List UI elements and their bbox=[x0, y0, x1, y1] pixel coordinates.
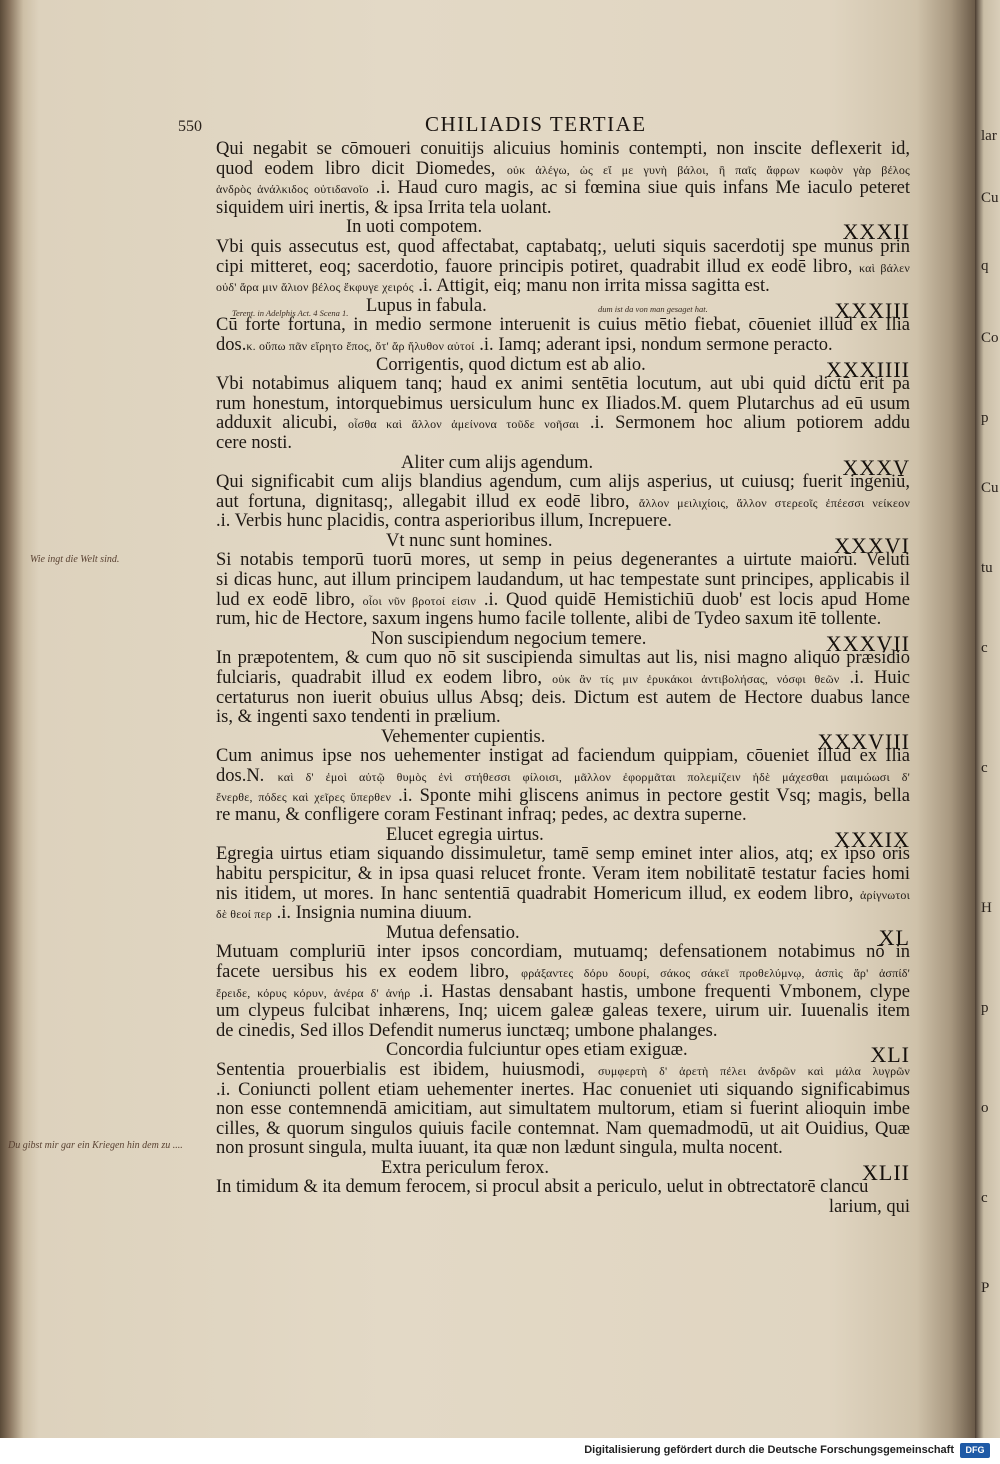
text-line: Qui significabit cum alijs blandius agendum, cum alijs asperius, ut cuiusq; fuerit ingeniū, bbox=[216, 473, 910, 493]
adage-number: XXXIII bbox=[834, 297, 910, 323]
text-line: is, & ingenti saxo tendenti in prælium. bbox=[216, 708, 501, 728]
text-line: cilles, & quorum singulos quiuis facile contemnat. Nam quemadmodū, ut ait Ouidius, Quæ bbox=[216, 1119, 910, 1139]
handwritten-margin-note: Du gibst mir gar ein Kriegen hin dem zu .... bbox=[8, 1140, 183, 1151]
facing-page-fragment: c bbox=[981, 760, 988, 776]
text-line: Qui negabit se cōmoueri conuitijs alicuius hominis contempti, non inscite deflexerit id, bbox=[216, 140, 910, 159]
facing-page-fragment: p bbox=[981, 410, 989, 426]
facing-page-fragment: tu bbox=[981, 560, 993, 576]
facing-page-fragment: Cu bbox=[981, 190, 999, 206]
section-heading-row bbox=[216, 452, 910, 480]
footer-bar bbox=[0, 1438, 1000, 1464]
section-heading-row bbox=[216, 530, 910, 558]
text-line: οὐδ' ἄρα μιν ἅλιον βέλος ἔκφυγε χειρός .i. Attigit, eiq; manu non irrita missa sagitta est. bbox=[216, 277, 770, 297]
adage-number: XL bbox=[878, 924, 910, 950]
text-line: rum, hic de Hectore, saxum ingens humo facile tollente, alibi de Tydeo saxum itē tollente. bbox=[216, 610, 882, 630]
section-heading: Concordia fulciuntur opes etiam exiguæ. bbox=[386, 1040, 688, 1061]
facing-page-fragment: o bbox=[981, 1100, 989, 1116]
adage-number: XXXVIII bbox=[817, 728, 910, 754]
facing-page-fragment: p bbox=[981, 1000, 989, 1016]
text-line: cere nosti. bbox=[216, 433, 293, 453]
section-heading-row bbox=[216, 824, 910, 852]
facing-page-fragment: c bbox=[981, 1190, 988, 1206]
handwritten-margin-note: Wie ingt die Welt sind. bbox=[30, 554, 120, 565]
page-header bbox=[0, 112, 975, 142]
text-line: aut fortuna, dignitasq;, allegabit illud ex eodē libro, ἄλλον μειλιχίοις, ἄλλον στερεοῖς ἐπέεσσι νείκεον bbox=[216, 492, 910, 512]
text-line: um clypeus fulcibat inhærens, Inq; uicem galeæ galeas texere, uirum uir. Iuuenalis item bbox=[216, 1002, 910, 1022]
text-line: Mutuam compluriū inter ipsos concordiam, mutuamq; defensationem notabimus nō in bbox=[216, 943, 910, 963]
text-line: Si notabis temporū tuorū mores, ut semp in peius degenerantes a uirtute maiorū. Veluti bbox=[216, 551, 910, 571]
section-heading: Corrigentis, quod dictum est ab alio. bbox=[376, 354, 646, 375]
section-heading: Extra periculum ferox. bbox=[381, 1157, 549, 1178]
text-line: lud ex eodē libro, οἷοι νῦν βροτοί εἰσιν .i. Quod quidē Hemistichiū duob' est locis apud Home bbox=[216, 590, 910, 610]
text-line: Egregia uirtus etiam siquando dissimuletur, tamē semp eminet inter alios, atq; ex ipso oris bbox=[216, 845, 910, 865]
section-heading: Non suscipiendum negocium temere. bbox=[371, 628, 647, 649]
text-line: re manu, & confligere coram Festinant infraq; pedes, ac dextra superne. bbox=[216, 806, 747, 826]
text-line: fulciaris, quadrabit illud ex eodem libro, οὐκ ἂν τίς μιν ἐρυκάκοι ἀντιβολήσας, νόσφι θεῶν .i. Huic bbox=[216, 669, 910, 689]
adage-number: XXXVII bbox=[825, 630, 910, 656]
section-heading-row bbox=[216, 1040, 910, 1068]
text-line: dos.κ. οὔπω πᾶν εἴρητο ἔπος, ὅτ' ἄρ ἤλυθον αὐτοί .i. Iamq; aderant ipsi, nondum sermone peracto. bbox=[216, 335, 833, 355]
adage-number: XXXII bbox=[842, 219, 910, 245]
adage-number: XLII bbox=[862, 1159, 910, 1185]
text-line: Vbi notabimus aliquem tanq; haud ex animi sentētia locutum, aut ubi quid dictū erit pa bbox=[216, 375, 910, 395]
handwritten-inline-note: Terent. in Adelphis Act. 4 Scena 1. bbox=[232, 308, 349, 318]
text-line: ἔνερθε, πόδες καὶ χεῖρες ὕπερθεν .i. Sponte mihi gliscens animus in pectore gestit Vsq; magis, bella bbox=[216, 786, 910, 806]
text-line: cipi mitteret, eoq; sacerdotio, fauore principis potiret, quadrabit illud ex eodē libro, καὶ βάλεν bbox=[216, 257, 910, 277]
text-line: adduxit alicubi, οἶσθα καὶ ἄλλον ἀμείνονα τοῦδε νοῆσαι .i. Sermonem hoc alium potiorem addu bbox=[216, 414, 910, 434]
section-heading: Lupus in fabula. bbox=[366, 295, 487, 316]
running-head: CHILIADIS TERTIAE bbox=[425, 112, 647, 136]
text-line: non esse contemnendā amicitiam, aut simultatem multorum, etiam si fuerint alioquin imbe bbox=[216, 1100, 910, 1120]
text-line: In timidum & ita demum ferocem, si procul absit a periculo, uelut in obtrectatorē clancu bbox=[216, 1178, 869, 1198]
text-line: Sententia prouerbialis est ibidem, huiusmodi, συμφερτὴ δ' ἀρετὴ πέλει ἀνδρῶν καὶ μάλα λυγρῶν bbox=[216, 1060, 910, 1080]
text-line: nis itidem, ut mores. In hanc sententiā quadrabit Homericum illud, ex eodem libro, ἀρίγνωτοι bbox=[216, 884, 910, 904]
adage-number: XXXVI bbox=[834, 532, 910, 558]
facing-page-fragment: Cu bbox=[981, 480, 999, 496]
facing-page-fragment: lar bbox=[981, 128, 997, 144]
catchword: larium, qui bbox=[828, 1198, 910, 1218]
text-line: facete uersibus his ex eodem libro, φράξαντες δόρυ δουρί, σάκος σάκεϊ προθελύμνῳ, ἀσπὶς ἄρ' ἀσπίδ' bbox=[216, 962, 910, 982]
section-heading: Vt nunc sunt homines. bbox=[386, 530, 553, 551]
section-heading-row bbox=[216, 354, 910, 382]
text-line: δὲ θεοί περ .i. Insignia numina diuum. bbox=[216, 904, 472, 924]
adage-number: XLI bbox=[870, 1042, 910, 1068]
footer-credit: Digitalisierung gefördert durch die Deutsche Forschungsgemeinschaft bbox=[584, 1444, 954, 1456]
text-line: Cū forte fortuna, in medio sermone interuenit is cuius mētio fiebat, cōueniet illud ex Ilia bbox=[216, 316, 910, 336]
facing-page-fragment: H bbox=[981, 900, 992, 916]
facing-page-fragment: q bbox=[981, 258, 989, 274]
facing-page-fragment: Co bbox=[981, 330, 999, 346]
facing-page-fragment: c bbox=[981, 640, 988, 656]
text-line: Vbi quis assecutus est, quod affectabat, captabatq;, ueluti siquis sacerdotij spe munus prin bbox=[216, 237, 910, 257]
page-number: 550 bbox=[178, 118, 202, 135]
text-line: ἔρειδε, κόρυς κόρυν, ἀνέρα δ' ἀνήρ .i. Hastas densabant hastis, umbone frequenti Vmbonem, clype bbox=[216, 982, 910, 1002]
text-line: siquidem uiri inertis, & ipsa Irrita tela uolant. bbox=[216, 198, 552, 218]
text-line: certaturus non iuerit obuius ullus Absq; deis. Dictum est autem de Hectore duabus lance bbox=[216, 688, 910, 708]
handwritten-inline-note: dum ist da von man gesaget hat. bbox=[598, 304, 708, 314]
section-heading-row bbox=[216, 1157, 910, 1185]
text-line: ἀνδρὸς ἀνάλκιδος οὐτιδανοῖο .i. Haud curo magis, ac si fœmina siue quis infans Me iaculo peteret bbox=[216, 179, 910, 199]
adage-number: XXXV bbox=[842, 454, 910, 480]
section-heading-row bbox=[216, 628, 910, 656]
text-line: Cum animus ipse nos uehementer instigat ad faciendum quippiam, cōueniet illud ex Ilia bbox=[216, 747, 910, 767]
facing-page-edge bbox=[975, 0, 1000, 1438]
text-line: quod eodem libro dicit Diomedes, οὐκ ἀλέγω, ὡς εἴ με γυνὴ βάλοι, ἢ παῖς ἄφρων κωφὸν γὰρ βέλος bbox=[216, 159, 910, 179]
section-heading: Vehementer cupientis. bbox=[381, 726, 546, 747]
section-heading: Aliter cum alijs agendum. bbox=[401, 452, 594, 473]
section-heading: Mutua defensatio. bbox=[386, 922, 520, 943]
dfg-logo: DFG bbox=[960, 1443, 990, 1458]
text-line: In præpotentem, & cum quo nō sit suscipienda simultas aut lis, nisi magno aliquo præsidio bbox=[216, 649, 910, 669]
text-line: dos.N. καὶ δ' ἐμοὶ αὐτῷ θυμὸς ἐνὶ στήθεσσι φίλοισι, μᾶλλον ἐφορμᾶται πολεμίζειν ἠδὲ μάχεσθαι μαιμώωσι δ' bbox=[216, 767, 910, 786]
section-heading: In uoti compotem. bbox=[346, 217, 483, 238]
section-heading: Elucet egregia uirtus. bbox=[386, 824, 544, 845]
text-line: si dicas hunc, aut illum principem laudandum, ut hac tempestate sunt principes, applicabis il bbox=[216, 571, 910, 591]
adage-number: XXXIIII bbox=[826, 356, 910, 382]
section-heading-row bbox=[216, 217, 910, 245]
text-line: .i. Verbis hunc placidis, contra asperioribus illum, Increpuere. bbox=[216, 512, 672, 532]
text-line: .i. Coniuncti pollent etiam uehementer inertes. Hac conueniet uti siquando significabimus bbox=[216, 1080, 910, 1100]
section-heading-row bbox=[216, 922, 910, 950]
text-line: non prosunt singula, multa iuuant, ita quæ non lædunt singula, multa nocent. bbox=[216, 1139, 783, 1159]
text-line: habitu perspicitur, & in ipsa quasi relucet fronte. Veram item nobilitatē testatur facies homi bbox=[216, 864, 910, 884]
section-heading-row bbox=[216, 726, 910, 754]
facing-page-fragment: P bbox=[981, 1280, 990, 1296]
text-line: de cinedis, Sed illos Defendit numerus iunctæq; umbone phalanges. bbox=[216, 1021, 718, 1041]
text-block bbox=[216, 140, 910, 1218]
text-line: rum honestum, intorquebimus uersiculum hunc ex Iliados.M. quem Plutarchus ad eū usum bbox=[216, 394, 910, 414]
adage-number: XXXIX bbox=[834, 826, 910, 852]
